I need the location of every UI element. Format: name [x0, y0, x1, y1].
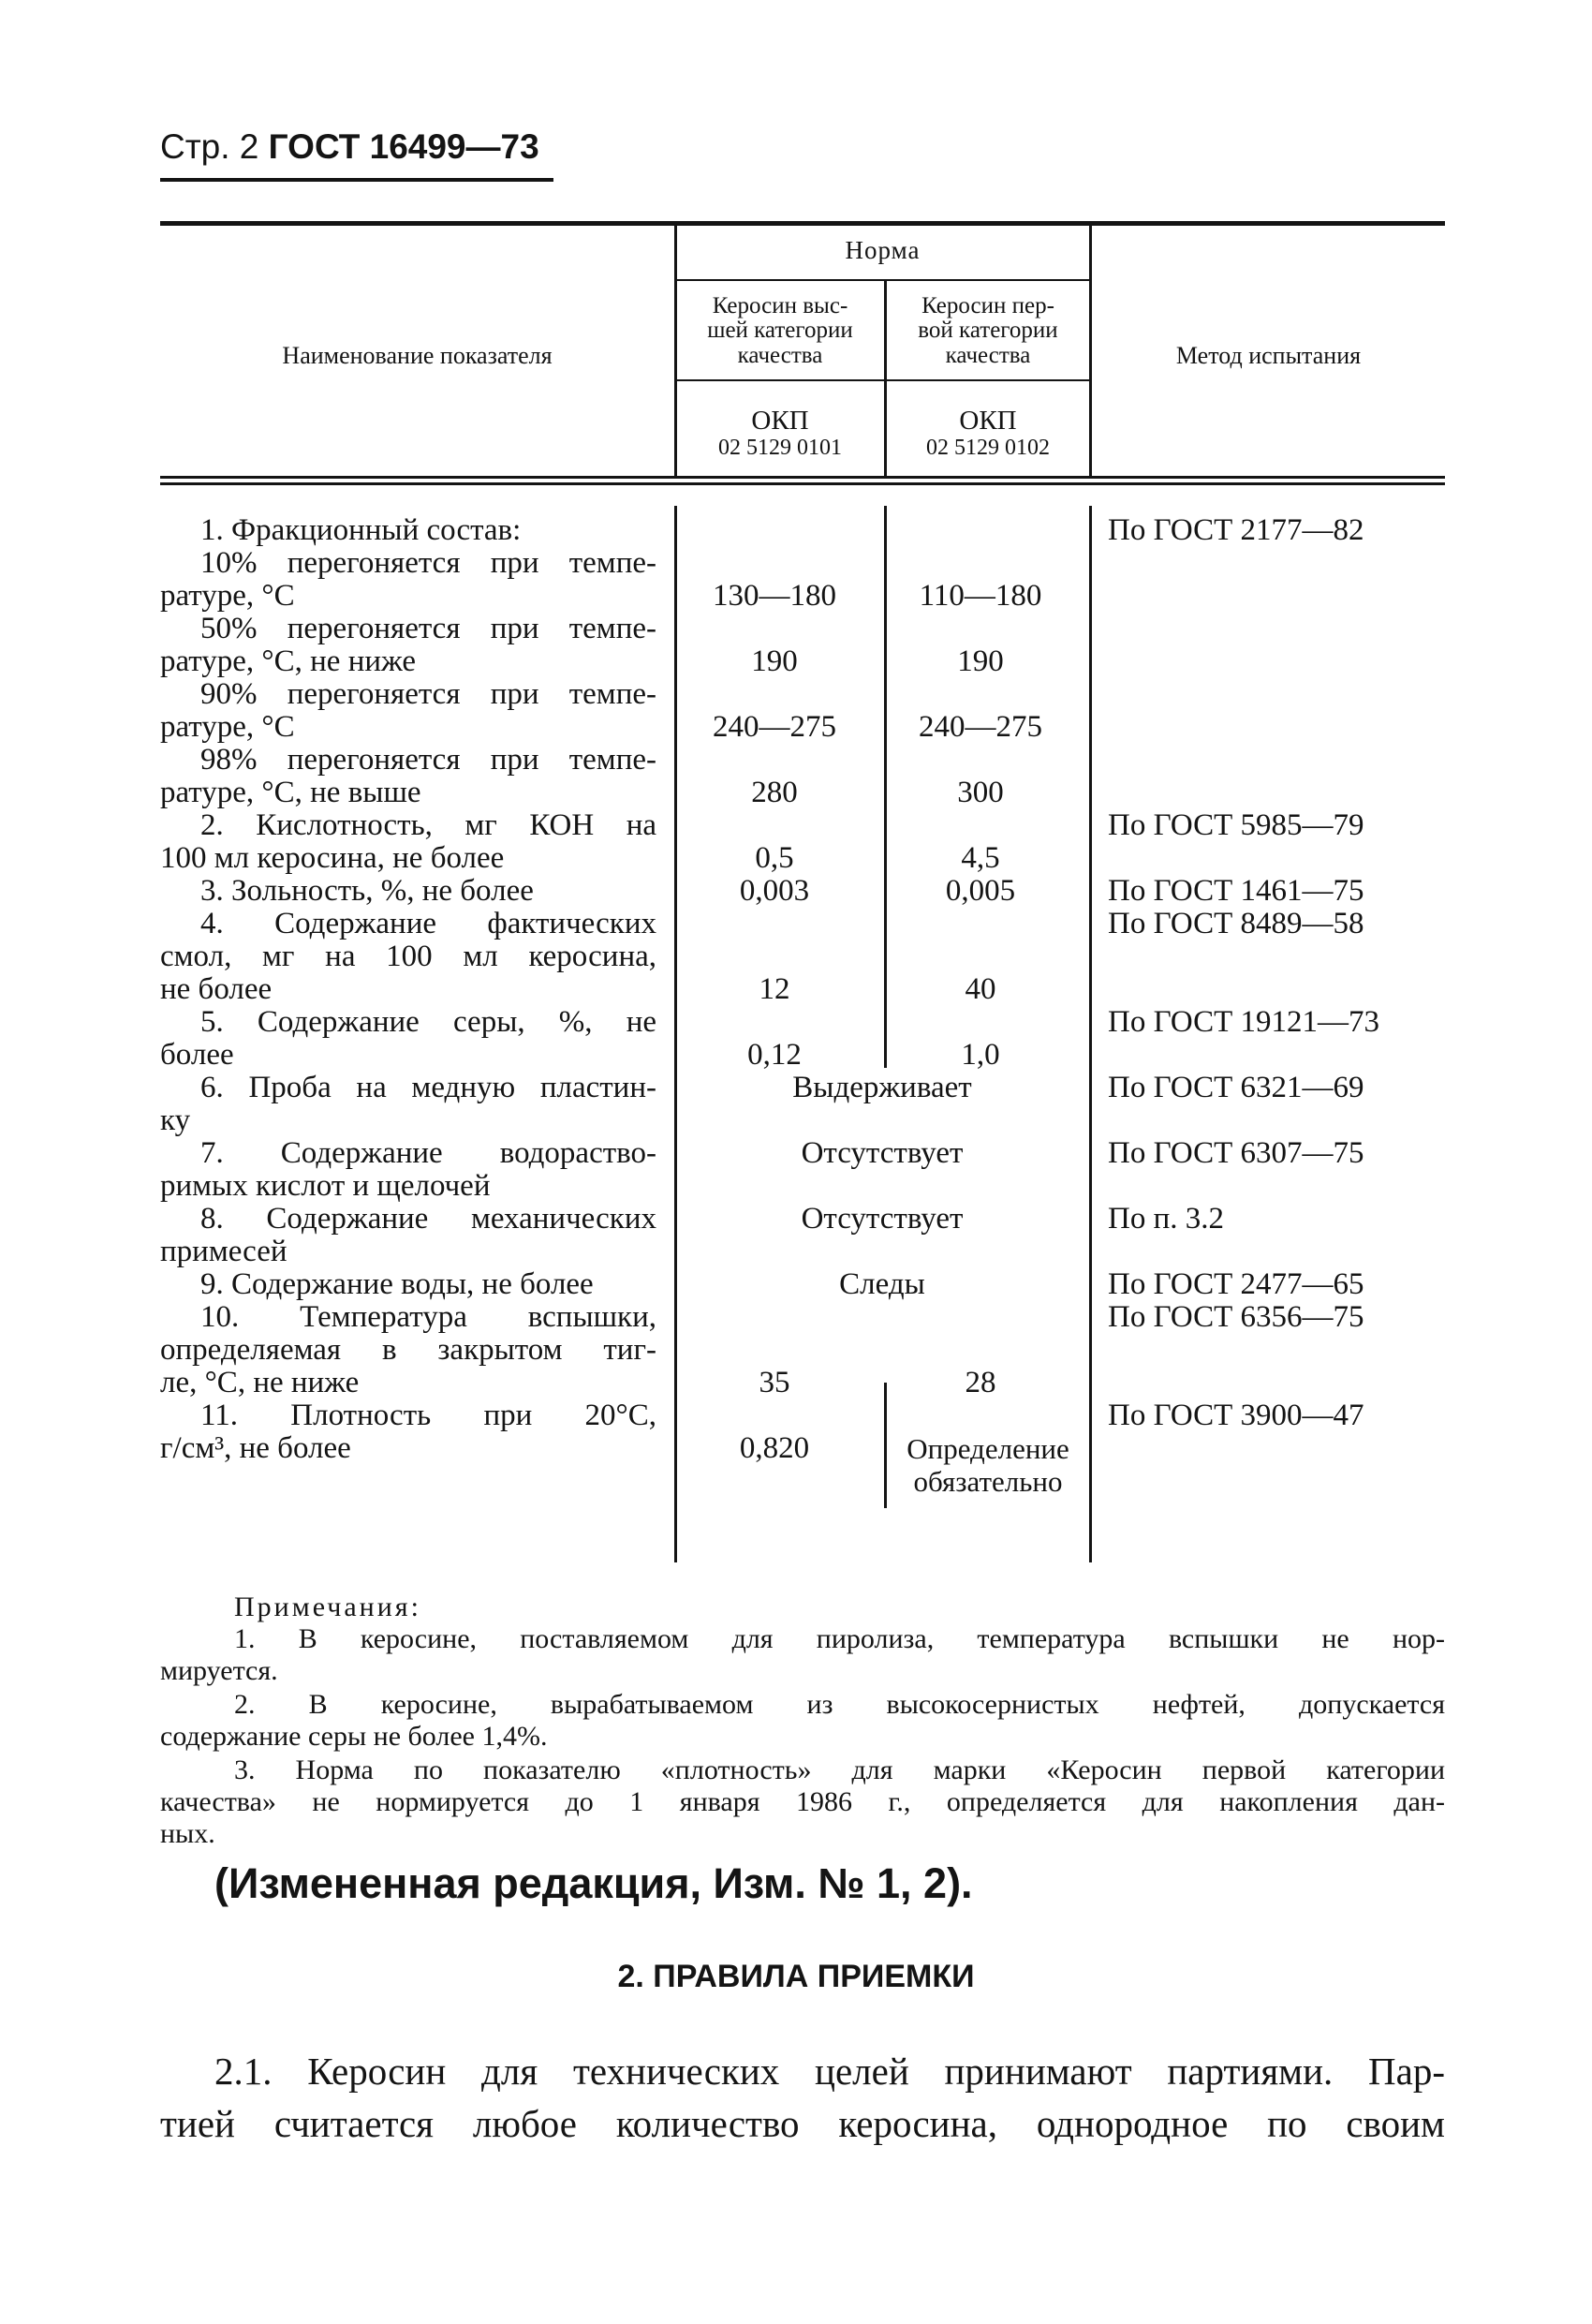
header-okp-1	[676, 407, 884, 461]
row-name-line: ку	[160, 1103, 191, 1137]
note-3-line-3: ных.	[160, 1818, 215, 1849]
row-name-line: 6. Проба на медную пластин-	[200, 1071, 656, 1104]
note-2-line-2: содержание серы не более 1,4%.	[160, 1721, 548, 1752]
row-test-method: По ГОСТ 3900—47	[1108, 1399, 1364, 1432]
row-norm-grade-2: 300	[957, 776, 1004, 809]
row-test-method: По ГОСТ 2477—65	[1108, 1267, 1364, 1301]
row-name-line: 50% перегоняется при темпе-	[200, 612, 656, 645]
norm-subrule	[676, 279, 1089, 281]
row-name-line: ратуре, °С	[160, 579, 295, 613]
row-name-line: не более	[160, 972, 273, 1006]
row-name-line: римых кислот и щелочей	[160, 1169, 491, 1203]
row-norm-grade-1: 240—275	[713, 710, 836, 744]
row-norm-grade-1: 0,003	[739, 874, 810, 908]
row-test-method: По ГОСТ 6307—75	[1108, 1136, 1364, 1170]
row-norm-merged: Выдерживает	[792, 1071, 972, 1104]
header-grade-1	[676, 294, 884, 368]
row-norm-grade-2: 240—275	[919, 710, 1042, 744]
header-okp-code: 02 5129 0101	[718, 436, 842, 461]
row-norm-grade-2: 110—180	[919, 579, 1042, 613]
row-name-line: 11. Плотность при 20°С,	[200, 1399, 656, 1432]
row-name-line: 98% перегоняется при темпе-	[200, 743, 656, 777]
paragraph-line-1: 2.1. Керосин для технических целей принимают партиями. Пар-	[214, 2050, 1445, 2093]
note-2-line-1: 2. В керосине, вырабатываемом из высокосернистых нефтей, допускается	[234, 1689, 1445, 1720]
note-1-line-2: мируется.	[160, 1655, 278, 1686]
header-grade-2	[887, 294, 1089, 368]
row-name-line: ле, °С, не ниже	[160, 1366, 360, 1399]
row-name-line: примесей	[160, 1235, 287, 1268]
row-test-method: По ГОСТ 5985—79	[1108, 808, 1364, 842]
row-norm-merged: Отсутствует	[801, 1202, 964, 1236]
row-name-line: 3. Зольность, %, не более	[200, 874, 534, 908]
row-norm-grade-1: 35	[759, 1366, 790, 1399]
row-norm-grade-1: 0,12	[747, 1038, 802, 1072]
row-name-line: 10% перегоняется при темпе-	[200, 546, 656, 580]
row-name-line: 8. Содержание механических	[200, 1202, 656, 1236]
row-norm-grade-2: 0,005	[945, 874, 1016, 908]
section-title: 2. ПРАВИЛА ПРИЕМКИ	[617, 1959, 975, 1994]
note-3-line-2: качества» не нормируется до 1 января 1986 г., определяется для накопления дан-	[160, 1786, 1445, 1817]
row-name-line: 2. Кислотность, мг КОН на	[200, 808, 656, 842]
row-name-line: 90% перегоняется при темпе-	[200, 677, 656, 711]
row-name-line: смол, мг на 100 мл керосина,	[160, 940, 656, 973]
row-name-line: 1. Фракционный состав:	[200, 513, 522, 547]
row-name-line: г/см³, не более	[160, 1431, 351, 1465]
page-header	[160, 127, 539, 167]
okp-subrule	[676, 379, 1089, 381]
note-3-line-1: 3. Норма по показателю «плотность» для марки «Керосин первой категории	[234, 1754, 1445, 1785]
header-okp-label: ОКП	[751, 406, 809, 436]
row-norm-grade-2: Определение обязательно	[907, 1432, 1069, 1498]
header-norm: Норма	[845, 236, 921, 264]
header-rule-2	[160, 482, 1445, 485]
standard-code: ГОСТ 16499—73	[268, 127, 539, 166]
row-name-line: 100 мл керосина, не более	[160, 841, 505, 875]
row-norm-grade-1: 0,5	[755, 841, 794, 875]
row-norm-grade-1: 130—180	[713, 579, 836, 613]
row-norm-grade-2: 190	[957, 644, 1004, 678]
row-norm-grade-1: 190	[751, 644, 798, 678]
header-okp-code: 02 5129 0102	[926, 436, 1050, 461]
row-norm-grade-2: 28	[965, 1366, 996, 1399]
row-name-line: 5. Содержание серы, %, не	[200, 1005, 656, 1039]
row-norm-grade-2: 40	[965, 972, 996, 1006]
row-norm-merged: Следы	[839, 1267, 925, 1301]
page-number: Стр. 2	[160, 127, 269, 166]
row-norm-grade-1: 280	[751, 776, 798, 809]
table-top-rule	[160, 221, 1445, 226]
header-name-col: Наименование показателя	[282, 342, 553, 369]
header-okp-2	[887, 407, 1089, 461]
row-norm-grade-2: 1,0	[961, 1038, 1000, 1072]
row-test-method: По ГОСТ 8489—58	[1108, 907, 1364, 940]
row-name-line: более	[160, 1038, 234, 1072]
header-grade-1-line: Керосин выс-	[712, 293, 848, 318]
row-norm-grade-1: 0,820	[739, 1431, 810, 1465]
row-name-line: 7. Содержание водораство-	[200, 1136, 656, 1170]
row-norm-grade-2: 4,5	[961, 841, 1000, 875]
row-name-line: 9. Содержание воды, не более	[200, 1267, 594, 1301]
paragraph-line-2: тией считается любое количество керосина, однородное по своим	[160, 2102, 1445, 2145]
header-grade-2-line: вой категории	[918, 318, 1058, 344]
row-name-line: ратуре, °С, не выше	[160, 776, 421, 809]
row-name-line: ратуре, °С, не ниже	[160, 644, 417, 678]
header-grade-2-line: качества	[945, 342, 1031, 368]
header-grade-2-line: Керосин пер-	[921, 293, 1054, 318]
row-test-method: По ГОСТ 6356—75	[1108, 1300, 1364, 1334]
notes-title: Примечания:	[234, 1591, 421, 1622]
row-test-method: По п. 3.2	[1108, 1202, 1224, 1236]
header-method-col: Метод испытания	[1175, 342, 1362, 369]
row-test-method: По ГОСТ 1461—75	[1108, 874, 1364, 908]
header-grade-1-line: качества	[737, 342, 823, 368]
amendment-note: (Измененная редакция, Изм. № 1, 2).	[214, 1859, 973, 1907]
note-1-line-1: 1. В керосине, поставляемом для пиролиза, температура вспышки не нор-	[234, 1623, 1445, 1654]
header-grade-1-line: шей категории	[707, 318, 853, 344]
header-rule-1	[160, 476, 1445, 479]
header-okp-label: ОКП	[959, 406, 1017, 436]
row-name-line: определяемая в закрытом тиг-	[160, 1333, 656, 1367]
row-name-line: 10. Температура вспышки,	[200, 1300, 656, 1334]
row-name-line: ратуре, °С	[160, 710, 295, 744]
row-norm-grade-1: 12	[759, 972, 790, 1006]
row-name-line: 4. Содержание фактических	[200, 907, 656, 940]
row-norm-merged: Отсутствует	[801, 1136, 964, 1170]
row-test-method: По ГОСТ 2177—82	[1108, 513, 1364, 547]
row-test-method: По ГОСТ 19121—73	[1108, 1005, 1379, 1039]
col-rule-3-body	[1089, 506, 1092, 1562]
row-test-method: По ГОСТ 6321—69	[1108, 1071, 1364, 1104]
header-rule	[160, 178, 553, 182]
